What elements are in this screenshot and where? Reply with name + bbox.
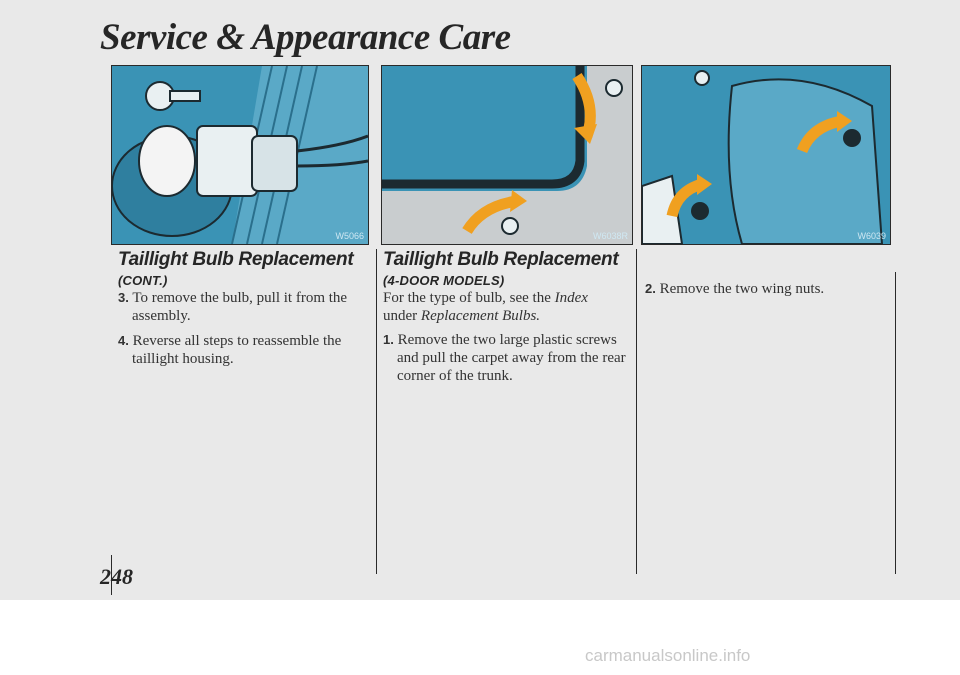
index-reference: Index	[554, 290, 588, 306]
column-rule	[636, 249, 637, 574]
section-title: Service & Appearance Care	[100, 17, 511, 58]
wing-nuts-photo	[641, 65, 891, 245]
trunk-carpet-photo	[381, 65, 633, 245]
step-1: 1. Remove the two large plastic screws and pull the carpet away from the rear corner of the trunk.	[383, 332, 626, 384]
replacement-bulbs-reference: Replacement Bulbs.	[420, 308, 541, 324]
page-number: 248	[100, 564, 133, 589]
column3-steps	[645, 280, 890, 305]
step-2: 2. Remove the two wing nuts.	[645, 281, 825, 297]
column-rule	[376, 249, 377, 574]
column2-body	[383, 289, 633, 392]
step-3: 3. To remove the bulb, pull it from the assembly.	[118, 290, 348, 324]
bulb-socket-photo	[111, 65, 369, 245]
photo-code: W6038R	[592, 231, 628, 241]
column2-heading: Taillight Bulb Replacement	[383, 249, 619, 270]
step-4: 4. Reverse all steps to reassemble the taillight housing.	[118, 333, 342, 367]
photo-code: W6039	[857, 231, 886, 241]
column1-subheading: (CONT.)	[118, 273, 168, 288]
column1-heading: Taillight Bulb Replacement	[118, 249, 354, 270]
column1-steps	[118, 289, 368, 375]
column-rule	[895, 272, 896, 574]
bulb-type-intro: For the type of bulb, see the Index under Replacement Bulbs.	[383, 290, 588, 324]
column2-subheading: (4-DOOR MODELS)	[383, 273, 505, 288]
photo-code: W5066	[335, 231, 364, 241]
wing-nuts-illustration	[642, 66, 890, 244]
trunk-carpet-illustration	[382, 66, 632, 244]
bulb-socket-illustration	[112, 66, 368, 244]
watermark: carmanualsonline.info	[585, 646, 751, 665]
